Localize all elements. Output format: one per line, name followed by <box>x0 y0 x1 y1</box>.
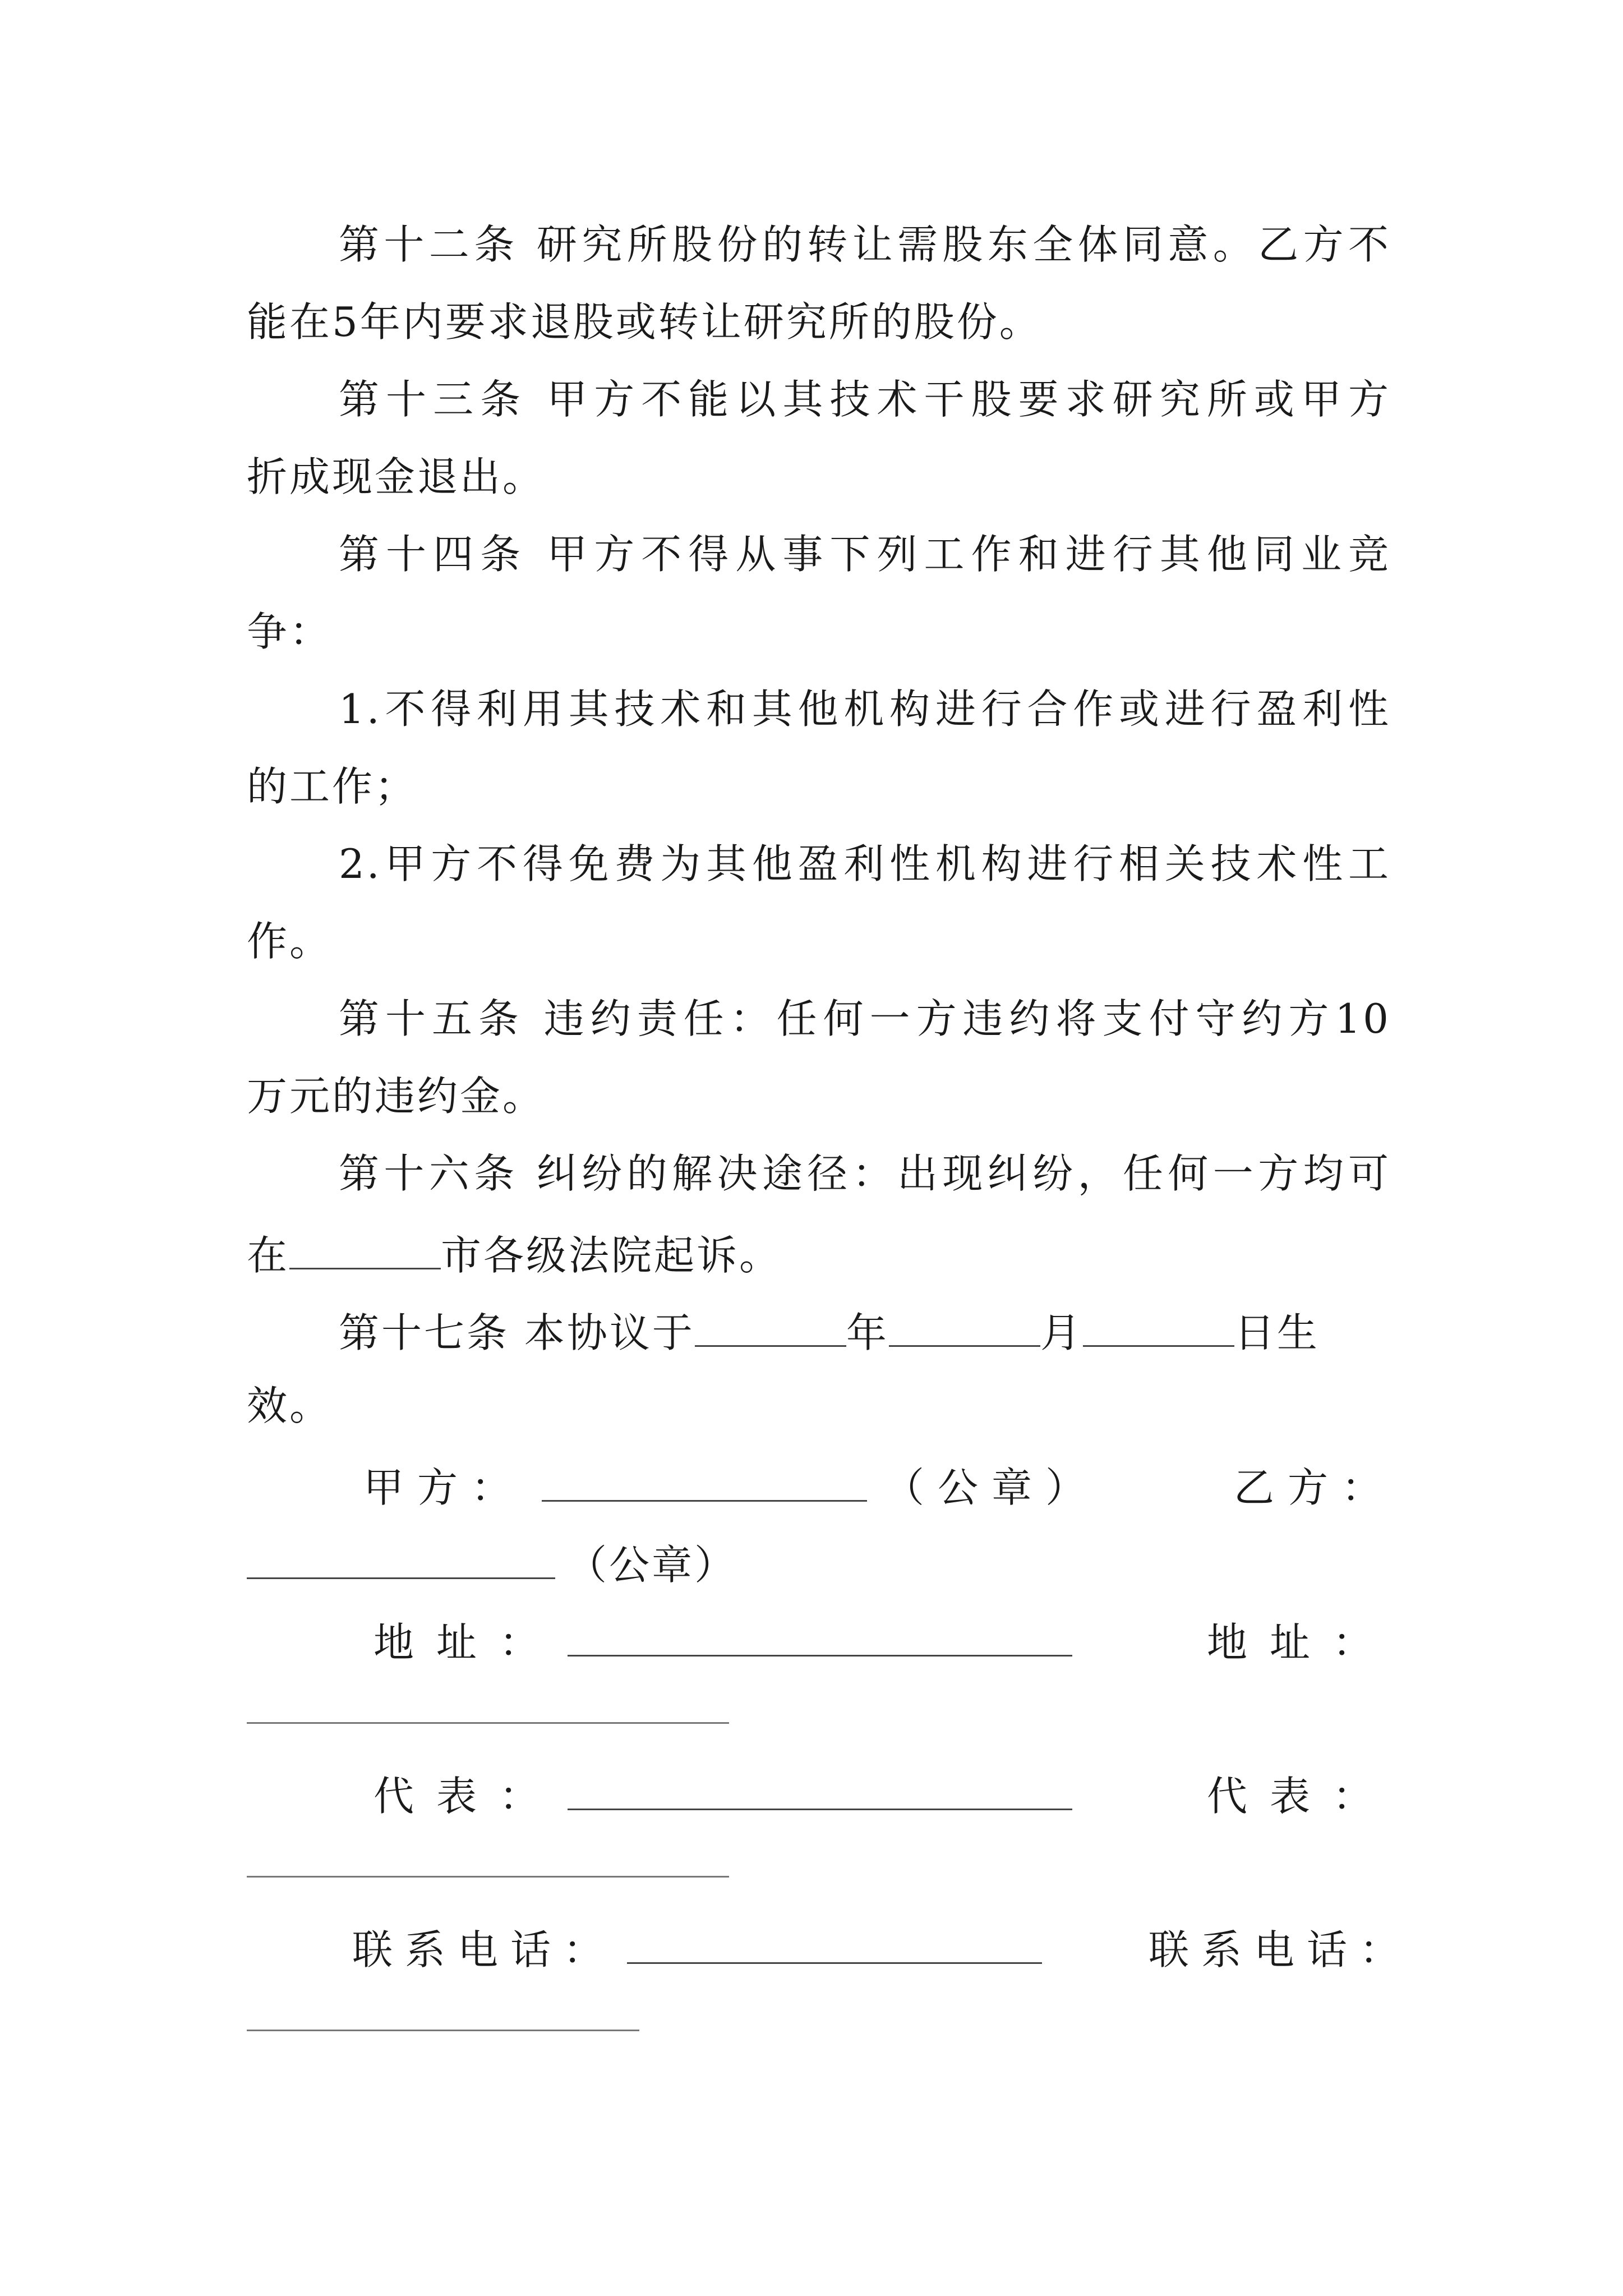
year-label: 年 <box>846 1309 889 1356</box>
month-blank[interactable] <box>889 1308 1040 1347</box>
phone-row <box>352 1925 1413 1973</box>
article-16-line-2 <box>247 1231 1391 1279</box>
rep-a-blank[interactable] <box>568 1772 1072 1810</box>
article-17-line-2: 效。 <box>247 1382 333 1429</box>
rep-a-label: 代表： <box>374 1773 562 1820</box>
seal-b: （公章） <box>566 1542 737 1589</box>
address-b-blank[interactable] <box>247 1722 729 1724</box>
party-row <box>363 1463 1396 1511</box>
party-a-blank[interactable] <box>542 1463 867 1502</box>
party-b-blank[interactable] <box>247 1540 555 1579</box>
item-2-line-2: 作。 <box>247 918 333 965</box>
address-a-label: 地址： <box>374 1619 562 1666</box>
party-b-row <box>247 1540 1391 1589</box>
phone-a-label: 联系电话： <box>352 1926 616 1973</box>
year-blank[interactable] <box>695 1308 846 1347</box>
article-16-line-1: 第十六条 纠纷的解决途径：出现纠纷，任何一方均可 <box>339 1150 1391 1197</box>
rep-b-blank[interactable] <box>247 1876 729 1878</box>
party-a-label: 甲方： <box>363 1464 525 1511</box>
item-1-line-2: 的工作； <box>247 763 418 810</box>
rep-b-label: 代表： <box>1207 1773 1396 1820</box>
article-14-line-1: 第十四条 甲方不得从事下列工作和进行其他同业竞 <box>339 531 1391 578</box>
item-1-line-1: 1.不得利用其技术和其他机构进行合作或进行盈利性 <box>339 685 1391 733</box>
day-label: 日生 <box>1234 1309 1320 1356</box>
phone-b-label: 联系电话： <box>1149 1926 1413 1973</box>
address-a-blank[interactable] <box>568 1618 1072 1657</box>
representative-row <box>374 1772 1396 1820</box>
phone-b-blank[interactable] <box>247 2030 639 2031</box>
article-16-post: 市各级法院起诉。 <box>441 1232 782 1279</box>
month-label: 月 <box>1040 1309 1083 1356</box>
article-16-pre: 在 <box>247 1232 290 1279</box>
article-17-line-1 <box>339 1308 1391 1356</box>
city-blank[interactable] <box>289 1231 441 1269</box>
item-2-line-1: 2.甲方不得免费为其他盈利性机构进行相关技术性工 <box>339 840 1391 887</box>
address-row <box>374 1618 1396 1666</box>
article-12-line-2: 能在5年内要求退股或转让研究所的股份。 <box>247 298 1042 346</box>
article-17-pre: 第十七条 本协议于 <box>339 1309 695 1356</box>
article-14-line-2: 争： <box>247 608 333 655</box>
article-12-line-1: 第十二条 研究所股份的转让需股东全体同意。乙方不 <box>339 221 1391 268</box>
article-15-line-2: 万元的违约金。 <box>247 1073 546 1120</box>
article-13-line-2: 折成现金退出。 <box>247 453 546 500</box>
phone-a-blank[interactable] <box>627 1925 1042 1964</box>
article-13-line-1: 第十三条 甲方不能以其技术干股要求研究所或甲方 <box>339 376 1391 423</box>
seal-a: （公章） <box>884 1464 1100 1511</box>
day-blank[interactable] <box>1083 1308 1234 1347</box>
party-b-label: 乙方： <box>1234 1464 1396 1511</box>
article-15-line-1: 第十五条 违约责任：任何一方违约将支付守约方10 <box>339 995 1391 1042</box>
address-b-label: 地址： <box>1207 1619 1396 1666</box>
